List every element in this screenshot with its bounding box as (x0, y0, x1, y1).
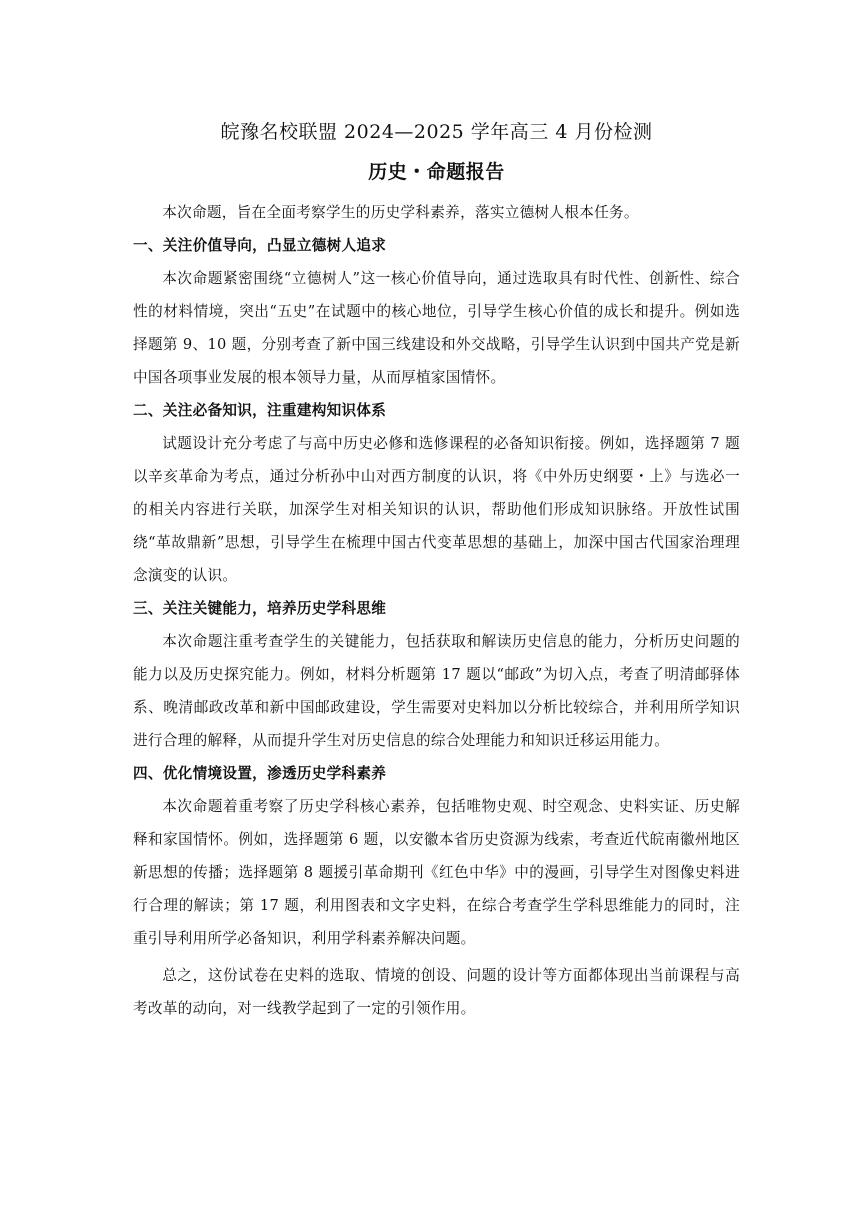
section-2 (133, 394, 740, 592)
section-1 (133, 229, 740, 394)
section-3 (133, 592, 740, 757)
intro-paragraph: 本次命题，旨在全面考察学生的历史学科素养，落实立德树人根本任务。 (162, 204, 639, 221)
section-4 (133, 757, 740, 955)
section-heading: 三、关注关键能力，培养历史学科思维 (133, 600, 387, 617)
conclusion-paragraph: 总之，这份试卷在史料的选取、情境的创设、问题的设计等方面都体现出当前课程与高考改革的动向，对一线教学起到了一定的引领作用。 (133, 967, 740, 1017)
section-heading: 一、关注价值导向，凸显立德树人追求 (133, 237, 387, 254)
document-subtitle: 历史・命题报告 (368, 161, 505, 183)
section-body: 本次命题着重考察了历史学科核心素养，包括唯物史观、时空观念、史料实证、历史解释和家国情怀。例如，选择题第 6 题，以安徽本省历史资源为线索，考查近代皖南徽州地区新思想的传播；选择题第 8 题援引革命期刊《红色中华》中的漫画，引导学生对图像史料进行合理的解读；第 17 题，利用图表和文字史料，在综合考查学生学科思维能力的同时，注重引导利用所学必备知识，利用学科素养解决问题。 (133, 798, 740, 947)
section-body: 本次命题紧密围绕“立德树人”这一核心价值导向，通过选取具有时代性、创新性、综合性的材料情境，突出“五史”在试题中的核心地位，引导学生核心价值的成长和提升。例如选择题第 9、10 题，分别考查了新中国三线建设和外交战略，引导学生认识到中国共产党是新中国各项事业发展的根本领导力量，从而厚植家国情怀。 (133, 270, 740, 386)
document-title: 皖豫名校联盟 2024—2025 学年高三 4 月份检测 (220, 121, 653, 143)
section-heading: 二、关注必备知识，注重建构知识体系 (133, 402, 387, 419)
section-heading: 四、优化情境设置，渗透历史学科素养 (133, 765, 387, 782)
section-body: 试题设计充分考虑了与高中历史必修和选修课程的必备知识衔接。例如，选择题第 7 题以辛亥革命为考点，通过分析孙中山对西方制度的认识，将《中外历史纲要・上》与选必一的相关内容进行关联，加深学生对相关知识的认识，帮助他们形成知识脉络。开放性试围绕“革故鼎新”思想，引导学生在梳理中国古代变革思想的基础上，加深中国古代国家治理理念演变的认识。 (133, 435, 740, 584)
section-body: 本次命题注重考查学生的关键能力，包括获取和解读历史信息的能力，分析历史问题的能力以及历史探究能力。例如，材料分析题第 17 题以“邮政”为切入点，考查了明清邮驿体系、晚清邮政改革和新中国邮政建设，学生需要对史料加以分析比较综合，并利用所学知识进行合理的解释，从而提升学生对历史信息的综合处理能力和知识迁移运用能力。 (133, 633, 740, 749)
